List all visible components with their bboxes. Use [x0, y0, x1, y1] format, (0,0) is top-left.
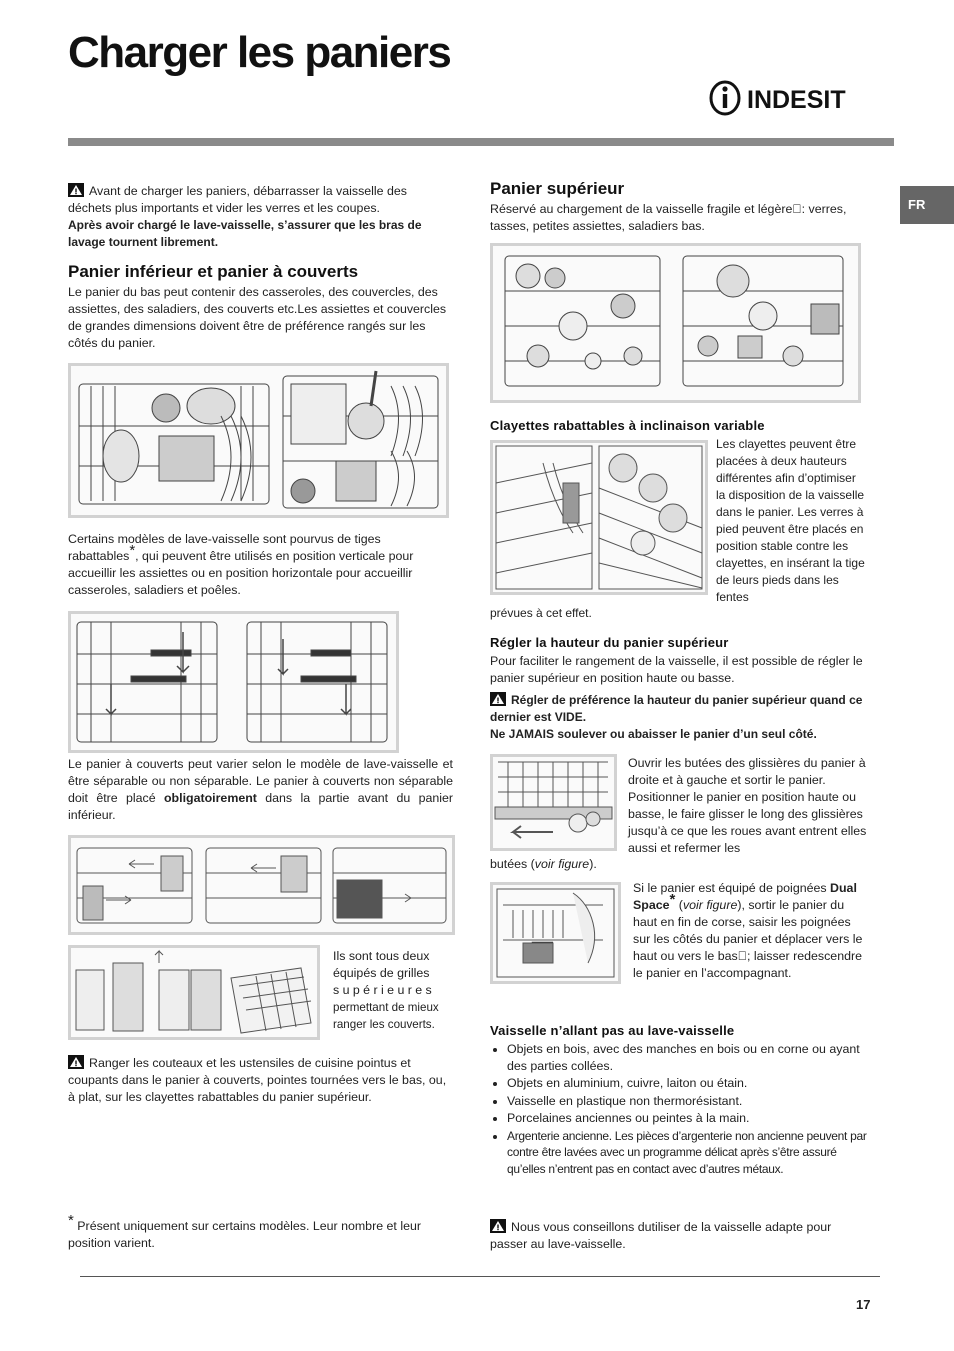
rails-figure	[490, 754, 617, 851]
dual-space-figure	[490, 882, 621, 984]
clayettes-end	[490, 605, 870, 622]
lower-p1: Le panier du bas peut contenir des casseroles, des couvercles, des assiettes, des saladiers, des couverts etc.Les assiettes et couvercles de grandes dimensions doivent être de préférence rangés sur les côtés du panier.	[68, 285, 447, 350]
clayettes-text-end: prévues à cet effet.	[490, 606, 592, 620]
grilles-line-3: supérieures	[333, 983, 436, 997]
dual-italic: voir figure	[682, 898, 738, 912]
footnote-star: *	[68, 1211, 74, 1229]
dual-space-illustration	[493, 885, 618, 981]
intro-block	[68, 183, 453, 251]
language-tab: FR	[900, 186, 954, 224]
folding-tines-block	[68, 531, 453, 599]
rails-end	[490, 856, 730, 873]
warning-icon	[68, 1055, 84, 1069]
cutlery-text-bold: obligatoirement	[163, 791, 257, 805]
intro-bold: Après avoir chargé le lave-vaisselle, s’assurer que les bras de lavage tournent librement.	[68, 218, 422, 249]
height-text: Pour faciliter le rangement de la vaisselle, il est possible de régler le panier supérieur en position haute ou basse.	[490, 654, 863, 685]
knives-warning	[68, 1055, 453, 1106]
dual-space-text-block	[633, 880, 869, 982]
cutlery-basket-illustration	[71, 838, 452, 932]
list-item: • Porcelaines anciennes ou peintes à la main.	[507, 1110, 868, 1127]
rails-end-italic: voir figure	[534, 857, 590, 871]
upper-heading: Panier supérieur	[490, 179, 625, 198]
rails-text-block	[628, 755, 868, 857]
tines-text-b: , qui peuvent être utilisés en position verticale pour accueillir les assiettes ou en position horizontale pour accueillir casseroles, saladiers et poêles.	[68, 549, 414, 597]
lower-heading: Panier inférieur et panier à couverts	[68, 262, 359, 281]
page-number: 17	[856, 1297, 871, 1312]
tines-illustration	[71, 614, 396, 750]
lower-basket-section	[68, 262, 453, 352]
height-heading: Régler la hauteur du panier supérieur	[490, 635, 729, 650]
grilles-line-4: permettant de mieux	[333, 1001, 439, 1014]
knives-text: Ranger les couteaux et les ustensiles de cuisine pointus et coupants dans le panier à couverts, pointes tournées vers le bas, ou, à plat, sur les clayettes rabattables du panier supérieur.	[68, 1056, 447, 1104]
list-item: • Argenterie ancienne. Les pièces d’argenterie non ancienne peuvent par contre être lavées avec un programme délicat après s’être assuré qu’elles n’entrent pas en contact avec d’autres métaux.	[507, 1128, 868, 1178]
not-dishwasher-heading: Vaisselle n’allant pas au lave-vaisselle	[490, 1023, 735, 1038]
clayettes-text: Les clayettes peuvent être placées à deux hauteurs différentes afin d’optimiser la disposition de la vaisselle dans le panier. Les verres à pied peuvent être placés en position stable contre les clayettes, en insérant la tige de leurs pieds dans les fentes	[716, 437, 865, 604]
footnote	[68, 1211, 453, 1252]
height-warning-1: Régler de préférence la hauteur du panier supérieur quand ce dernier est VIDE.	[490, 693, 863, 724]
not-dishwasher-section	[490, 1023, 868, 1178]
cutlery-text-b: dans la partie avant du panier inférieur.	[68, 791, 454, 822]
clayettes-figure	[490, 440, 708, 595]
rails-end-b: ).	[589, 857, 597, 871]
intro-text: Avant de charger les paniers, débarrasser la vaisselle des déchets plus importants et vider les verres et les coupes.	[68, 184, 407, 215]
upper-p1: Réservé au chargement de la vaisselle fragile et légère : verres, tasses, petites assiettes, saladiers bas.	[490, 202, 847, 233]
dual-text-a: Si le panier est équipé de poignées	[633, 881, 827, 895]
lower-basket-figure	[68, 363, 449, 518]
rails-text: Ouvrir les butées des glissières du panier à droite et à gauche et sortir le panier. Positionner le panier en position haute ou basse, le faire glisser le long des glissières jusqu’à ce que les roues avant entrent elles aussi et refermer les	[628, 756, 867, 855]
list-item: • Objets en bois, avec des manches en bois ou en corne ou ayant des parties collées.	[507, 1041, 868, 1074]
dual-text-c: ), sortir le panier du haut en fin de corse, saisir les poignées sur les côtés du panier et déplacer vers le haut ou vers le bas ; laisser redescendre le panier en l’accompagnant.	[633, 898, 863, 980]
cutlery-grids-illustration	[71, 948, 317, 1037]
advice-text: Nous vous conseillons dutiliser de la vaisselle adapte pour passer au lave-vaisselle.	[490, 1220, 832, 1251]
upper-basket-section	[490, 179, 870, 235]
upper-basket-figure	[490, 243, 861, 403]
rails-end-a: butées (	[490, 857, 535, 871]
warning-icon	[490, 692, 506, 706]
page-title: Charger les paniers	[68, 28, 451, 77]
clayettes-heading: Clayettes rabattables à inclinaison variable	[490, 418, 765, 433]
height-section	[490, 635, 870, 743]
footnote-text: Présent uniquement sur certains modèles. Leur nombre et leur position varient.	[68, 1219, 421, 1250]
brand-text: INDESIT	[747, 86, 846, 114]
grilles-line-5: ranger les couverts.	[333, 1018, 435, 1031]
warning-icon	[68, 183, 84, 197]
indesit-logo	[707, 80, 857, 116]
grilles-caption	[333, 948, 453, 1033]
cutlery-block	[68, 756, 453, 824]
list-item: • Vaisselle en plastique non thermorésistant.	[507, 1093, 868, 1110]
clayettes-section	[490, 418, 870, 433]
footer-rule	[80, 1276, 880, 1277]
upper-basket-illustration	[493, 246, 858, 400]
cutlery-grids-figure	[68, 945, 320, 1040]
advice-block	[490, 1219, 870, 1253]
cutlery-text-a: Le panier à couverts peut varier selon le modèle de lave-vaisselle et être séparable ou non séparable. Le panier à couverts non séparable doit être placé	[68, 757, 453, 805]
rails-illustration	[493, 757, 614, 848]
indesit-logo-icon	[707, 80, 857, 116]
header-rule	[68, 138, 894, 146]
not-dishwasher-list	[490, 1041, 868, 1177]
clayettes-illustration	[493, 443, 705, 592]
warning-icon	[490, 1219, 506, 1233]
grilles-line-2: équipés de grilles	[333, 966, 430, 980]
dual-space-bold: Dual Space	[633, 881, 857, 912]
clayettes-text-block	[716, 436, 868, 606]
height-warning-2: Ne JAMAIS soulever ou abaisser le panier d’un seul côté.	[490, 727, 817, 741]
dual-text-b: (	[675, 898, 683, 912]
dual-star: *	[669, 890, 676, 908]
grilles-line-1: Ils sont tous deux	[333, 949, 430, 963]
tines-text-a: Certains modèles de lave-vaisselle sont pourvus de tiges rabattables	[68, 532, 381, 563]
cutlery-basket-figure	[68, 835, 455, 935]
footnote-mark: *	[129, 541, 136, 559]
lower-basket-illustration	[71, 366, 446, 515]
tines-figure	[68, 611, 399, 753]
list-item: • Objets en aluminium, cuivre, laiton ou étain.	[507, 1075, 868, 1092]
